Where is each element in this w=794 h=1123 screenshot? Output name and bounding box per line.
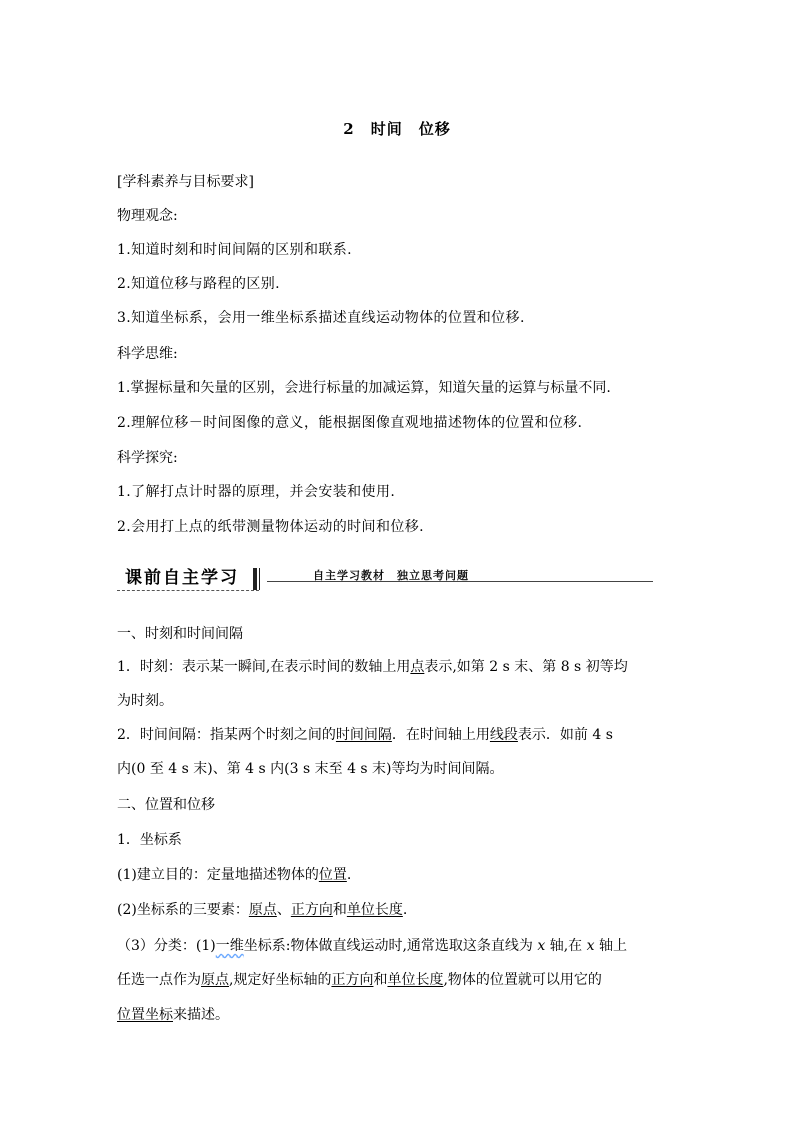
text: 轴上 [594,938,627,954]
subheading-coordinate: 1．坐标系 [117,832,182,848]
text: 坐标系:物体做直线运动时,通常选取这条直线为 [243,938,538,954]
science-inquiry-heading: 科学探究: [117,450,178,466]
text: ．在时间轴上用 [391,727,490,743]
variable-x: x [586,938,595,954]
paragraph-interval [117,725,613,745]
goal-item: 2.知道位移与路程的区别. [117,276,281,292]
text: 、 [276,902,291,918]
text: 轴,在 [545,938,587,954]
coord-classification [117,936,627,956]
heading-position: 二、位置和位移 [117,797,215,813]
banner-dashed-line [117,590,259,591]
underlined-term: 位置坐标 [117,1007,173,1023]
text: 2．时间间隔：指某两个时刻之间的 [117,727,336,743]
goal-item: 1.掌握标量和矢量的区别，会进行标量的加减运算，知道矢量的运算与标量不同. [117,380,611,396]
spellcheck-mark: 一维 [215,938,244,954]
science-thinking-heading: 科学思维: [117,346,178,362]
coord-classification-end [117,1005,229,1025]
text: 和 [332,902,347,918]
goal-item: 2.会用打上点的纸带测量物体运动的时间和位移. [117,519,425,535]
text: 表示,如第 2 s 末、第 8 s 初等均 [424,659,628,675]
text: 1．时刻：表示某一瞬间,在表示时间的数轴上用 [117,659,411,675]
section-subtitle: 自主学习教材 独立思考问题 [313,569,469,582]
text: 和 [373,972,388,988]
text: 任选一点作为 [117,972,201,988]
paragraph-moment [117,657,628,677]
goals-header: [学科素养与目标要求] [117,174,254,190]
goal-item: 1.知道时刻和时间间隔的区别和联系. [117,242,353,258]
title-number: 2 [343,120,355,138]
underlined-term: 单位长度 [346,902,403,918]
text: 来描述。 [173,1007,229,1023]
underlined-term: 位置 [318,867,347,883]
text: ,物体的位置就可以用它的 [443,972,602,988]
paragraph-interval-cont: 内(0 至 4 s 末)、第 4 s 内(3 s 末至 4 s 末)等均为时间间隔。 [117,761,504,777]
underlined-term: 时间间隔 [335,727,392,743]
text: 表示．如前 4 s [517,727,613,743]
underlined-term: 原点 [248,902,277,918]
text: (1)建立目的：定量地描述物体的 [117,867,319,883]
title-text: 时间 位移 [370,120,451,138]
underlined-term: 单位长度 [387,972,444,988]
variable-x: x [537,938,546,954]
physics-concept-heading: 物理观念: [117,208,178,224]
text: （3）分类：(1) [117,938,216,954]
text: ,规定好坐标轴的 [229,972,332,988]
section-banner [117,566,653,592]
paragraph-moment-cont: 为时刻。 [117,693,173,709]
coord-elements [117,900,407,920]
goal-item: 3.知道坐标系，会用一维坐标系描述直线运动物体的位置和位移. [117,310,525,326]
text: (2)坐标系的三要素： [117,902,249,918]
underlined-term: 线段 [489,727,518,743]
coord-classification-cont [117,970,602,990]
section-label-text: 课前自主学习 [125,568,239,588]
goal-item: 1.了解打点计时器的原理，并会安装和使用. [117,484,396,500]
text: . [402,902,408,918]
underlined-term: 正方向 [331,972,374,988]
section-label [117,566,265,590]
banner-stripe [253,568,257,590]
underlined-term: 点 [410,659,425,675]
heading-time: 一、时刻和时间间隔 [117,626,243,642]
coord-purpose [117,865,351,885]
underlined-term: 原点 [201,972,229,988]
underlined-term: 正方向 [290,902,333,918]
goal-item: 2.理解位移－时间图像的意义，能根据图像直观地描述物体的位置和位移. [117,415,583,431]
text: . [346,867,352,883]
page-title [0,118,794,139]
banner-stripe [259,568,260,590]
